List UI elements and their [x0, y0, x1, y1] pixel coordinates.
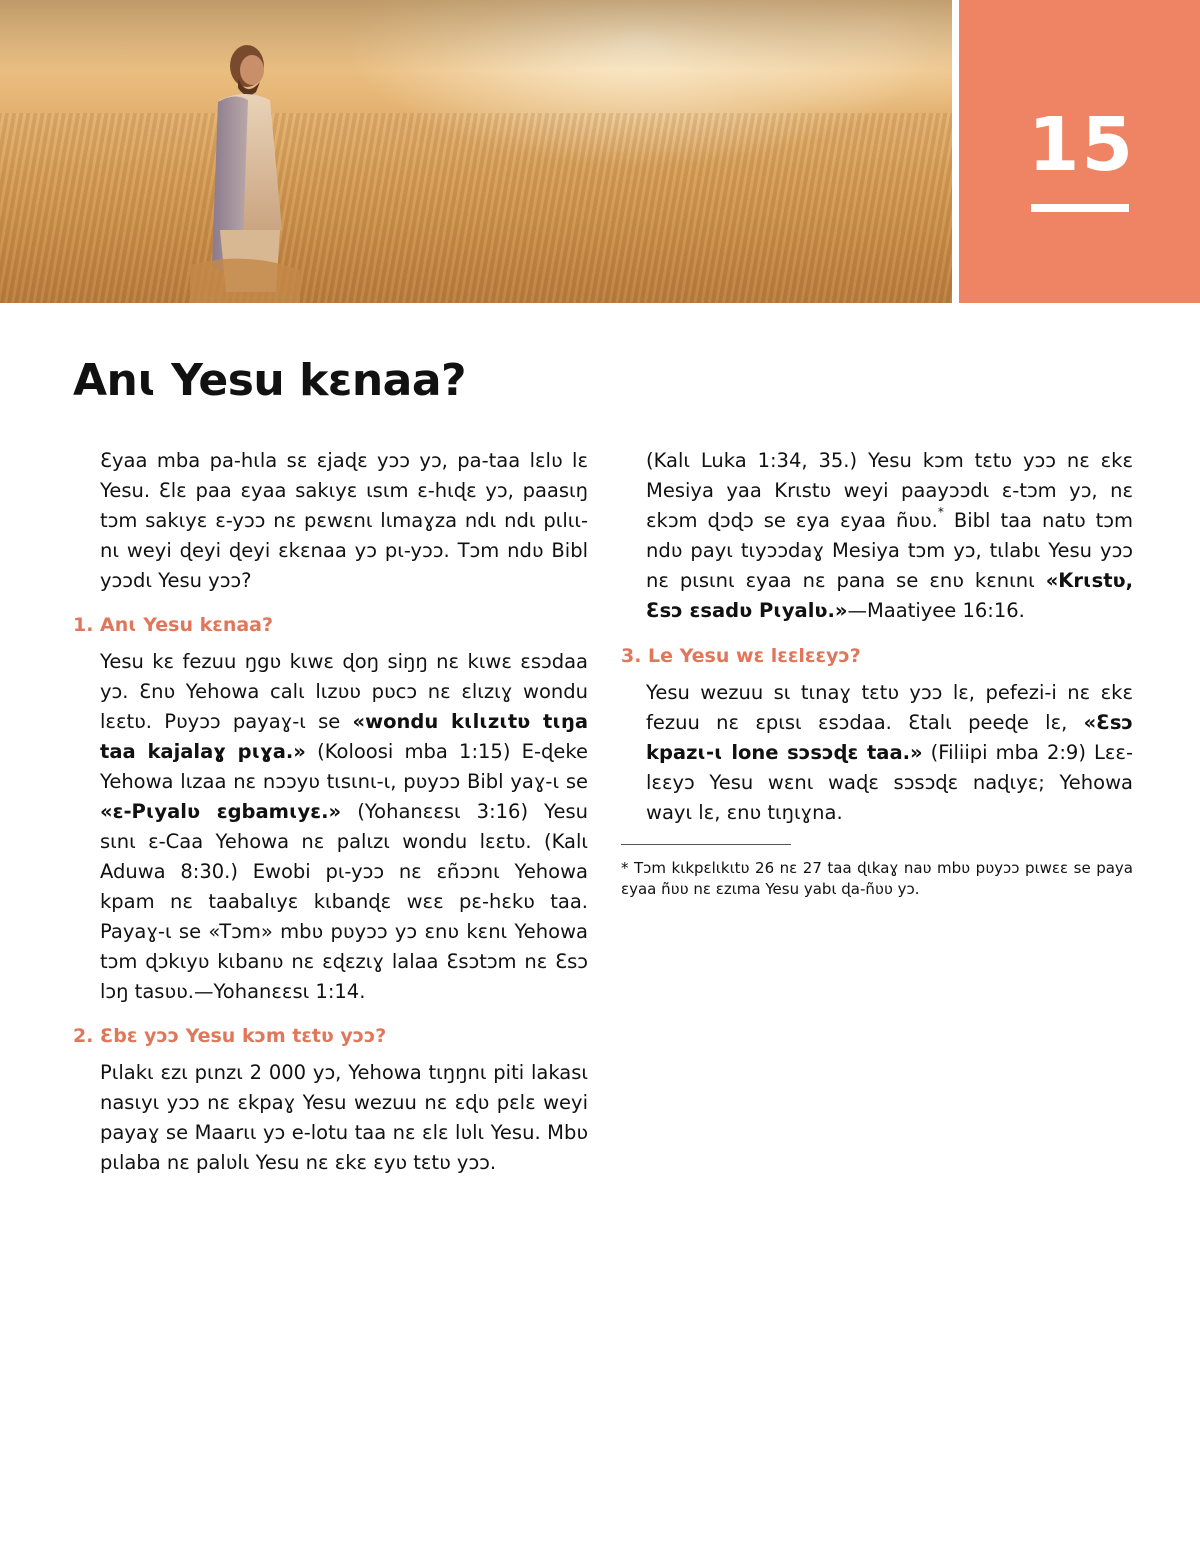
right-column: [621, 446, 1133, 900]
answer-paragraph-1: Yesu kɛ fezuu ŋgʋ kɩwɛ ɖoŋ siŋŋ nɛ kɩwɛ ɛsɔdaa yɔ. Ɛnʋ Yehowa calɩ lɩzʋʋ pʋcɔ nɛ ɛlɩzɩɣ wondu lɛɛtʋ. Pʋyɔɔ payaɣ-ɩ se «wondu kɩlɩzɩtʋ tɩŋa taa kajalaɣ pɩɣa.» (Koloosi mba 1:15) E-ɖeke Yehowa lɩzaa nɛ nɔɔyʋ tɩsɩnɩ-ɩ, pʋyɔɔ Bibl yaɣ-ɩ se «ɛ-Pɩyalʋ ɛgbamɩyɛ.» (Yohanɛɛsɩ 3:16) Yesu sɩnɩ ɛ-Caa Yehowa nɛ palɩzɩ wondu lɛɛtʋ. (Kalɩ Aduwa 8:30.) Ewobi pɩ-yɔɔ nɛ ɛñɔɔnɩ Yehowa kpam nɛ taabalɩyɛ kɩbanɖɛ wɛɛ pɛ-hɛkʋ taa. Payaɣ-ɩ se «Tɔm» mbʋ pʋyɔɔ yɔ ɛnʋ kɛnɩ Yehowa tɔm ɖɔkɩyʋ kɩbanʋ nɛ ɛɖɛzɩɣ lalaa Ɛsɔtɔm nɛ Ɛsɔ lɔŋ tasʋʋ.—Yohanɛɛsɩ 1:14.: [100, 650, 588, 1003]
question-heading-2: 2. Ɛbɛ yɔɔ Yesu kɔm tɛtʋ yɔɔ?: [73, 1025, 387, 1047]
answer-paragraph-2-part-1: Pɩlakɩ ɛzɩ pɩnzɩ 2 000 yɔ, Yehowa tɩŋŋnɩ piti lakasɩ nasɩyɩ yɔɔ nɛ ɛkpaɣ Yesu wezuu nɛ ɛɖʋ pɛlɛ weyi payaɣ se Maarɩɩ yɔ e-lotu taa nɛ ɛlɛ lʋlɩ Yesu. Mbʋ pɩlaba nɛ palʋlɩ Yesu nɛ ɛkɛ ɛyʋ tɛtʋ yɔɔ.: [100, 1061, 588, 1174]
left-column: [73, 446, 588, 1178]
hero-photo: [0, 0, 952, 303]
chapter-number: 15: [1028, 102, 1135, 188]
scripture-quote: «Ɛsɔ kpazɩ-ɩ lone sɔsɔɖɛ taa.»: [646, 711, 1133, 764]
footnote-divider: [621, 844, 791, 845]
scripture-quote: «wondu kɩlɩzɩtʋ tɩŋa taa kajalaɣ pɩɣa.»: [100, 710, 588, 763]
scripture-quote: «Krɩstʋ, Ɛsɔ ɛsadʋ Pɩyalʋ.»: [646, 569, 1133, 622]
footnote: * Tɔm kɩkpɛlɩkɩtʋ 26 nɛ 27 taa ɖɩkaɣ naʋ mbʋ pʋyɔɔ pɩwɛɛ se paya ɛyaa ñʋʋ nɛ ɛzɩma Yesu yabɩ ɖa-ñʋʋ yɔ.: [621, 859, 1133, 898]
intro-paragraph: Ɛyaa mba pa-hɩla sɛ ɛjaɖɛ yɔɔ yɔ, pa-taa lɛlʋ lɛ Yesu. Ɛlɛ paa ɛyaa sakɩyɛ ɩsɩm ɛ-hɩɖɛ yɔ, paasɩŋ tɔm sakɩyɛ ɛ-yɔɔ nɛ pɛwɛnɩ lɩmaɣza ndɩ ndɩ pɩlɩɩ-nɩ weyi ɖeyi ɖeyi ɛkɛnaa yɔ pɩ-yɔɔ. Tɔm ndʋ Bibl yɔɔdɩ Yesu yɔɔ?: [100, 449, 588, 592]
chapter-number-underline: [1031, 204, 1129, 212]
question-heading-1: 1. Anɩ Yesu kɛnaa?: [73, 614, 274, 636]
jesus-figure-illustration: [190, 30, 300, 303]
scripture-quote: «ɛ-Pɩyalʋ ɛgbamɩyɛ.»: [100, 800, 342, 823]
lesson-title: Anɩ Yesu kɛnaa?: [73, 355, 467, 406]
question-heading-3: 3. Le Yesu wɛ lɛɛlɛɛyɔ?: [621, 645, 861, 667]
answer-paragraph-2-part-2: (Kalɩ Luka 1:34, 35.) Yesu kɔm tɛtʋ yɔɔ nɛ ɛkɛ Mesiya yaa Krɩstʋ weyi paayɔɔdɩ ɛ-tɔm yɔ, nɛ ɛkɔm ɖɔɖɔ se ɛya ɛyaa ñʋʋ.* Bibl taa natʋ tɔm ndʋ payɩ tɩyɔɔdaɣ Mesiya tɔm yɔ, tɩlabɩ Yesu yɔɔ nɛ pɩsɩnɩ ɛyaa nɛ pana se ɛnʋ kɛnɩnɩ «Krɩstʋ, Ɛsɔ ɛsadʋ Pɩyalʋ.»—Maatiyee 16:16.: [646, 449, 1134, 622]
grass-field: [0, 113, 952, 303]
footnote-marker[interactable]: *: [937, 505, 944, 519]
answer-paragraph-3: Yesu wezuu sɩ tɩnaɣ tɛtʋ yɔɔ lɛ, pefezi-i nɛ ɛkɛ fezuu nɛ ɛpɩsɩ ɛsɔdaa. Ɛtalɩ peeɖe lɛ, «Ɛsɔ kpazɩ-ɩ lone sɔsɔɖɛ taa.» (Filiipi mba 2:9) Lɛɛlɛɛyɔ Yesu wɛnɩ waɖɛ sɔsɔɖɛ naɖɩyɛ; Yehowa wayɩ lɛ, ɛnʋ tɩŋɩɣna.: [646, 681, 1133, 824]
tree-line: [0, 0, 952, 70]
chapter-number-box: [959, 0, 1200, 303]
